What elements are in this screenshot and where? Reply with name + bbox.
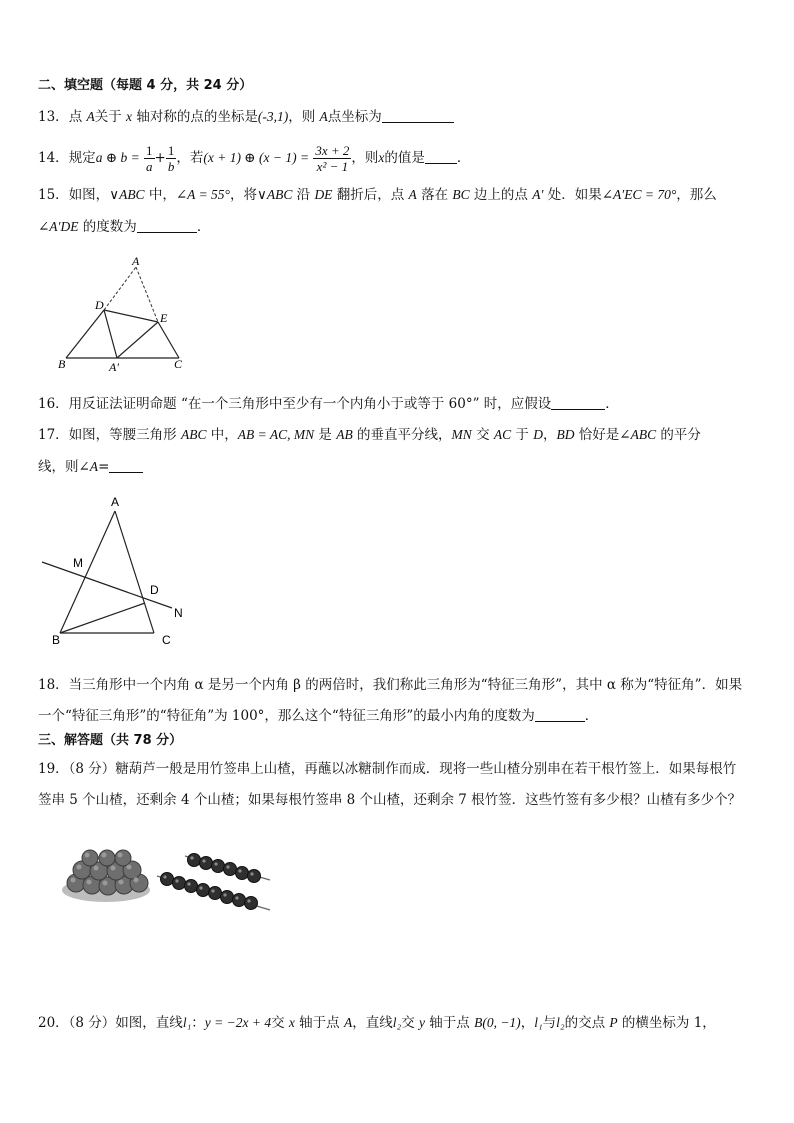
question-14: 14．规定a ⊕ b = $\frac{1}{a}$ + $\frac{1}{b}$ ，若(x + 1) ⊕ (x − 1) = $\frac{3x + 2}{\text{x² − 1}}$ ，则x的值是 ． bbox=[38, 143, 471, 174]
segment-de bbox=[104, 310, 158, 322]
figure-17-triangle bbox=[38, 493, 198, 653]
fraction-1-over-a: $\frac{1}{a}$ bbox=[146, 143, 153, 174]
q14-number: 14． bbox=[38, 150, 69, 166]
q17-number: 17． bbox=[38, 427, 69, 443]
question-19-line-1: 19．（8 分）糖葫芦一般是用竹签串上山楂，再蘸以冰糖制作而成．现将一些山楂分别串在若干根竹签上．如果每根竹 bbox=[38, 761, 737, 777]
segment-da-prime bbox=[104, 310, 117, 358]
q16-answer-blank[interactable] bbox=[551, 395, 605, 410]
label-b: B bbox=[52, 633, 61, 647]
segment-ec bbox=[158, 322, 179, 358]
segment-bd bbox=[60, 603, 145, 633]
question-16: 16．用反证法证明命题 “在一个三角形中至少有一个内角小于或等于 60°” 时，应假设 ． bbox=[38, 396, 619, 412]
question-18-line-2: 一个“特征三角形”的“特征角”为 100°，那么这个“特征三角形”的最小内角的度数为 ． bbox=[38, 708, 599, 724]
question-13: 13．点 A关于 x 轴对称的点的坐标是(-3,1)，则 A点坐标为 bbox=[38, 107, 454, 127]
q18-answer-blank[interactable] bbox=[535, 707, 585, 722]
label-a-prime: A′ bbox=[109, 360, 119, 374]
q13-coordinate: (-3,1) bbox=[257, 109, 289, 124]
segment-ae-dashed bbox=[136, 267, 158, 322]
label-e: E bbox=[160, 311, 168, 325]
label-c: C bbox=[174, 357, 183, 371]
skewer-1-hawthorns bbox=[188, 854, 261, 883]
q14-answer-blank[interactable] bbox=[425, 149, 457, 164]
label-m: M bbox=[73, 556, 83, 570]
q15-answer-blank[interactable] bbox=[137, 218, 197, 233]
label-a: A bbox=[111, 495, 120, 509]
figure-15-triangle bbox=[55, 255, 190, 375]
question-19-line-2: 签串 5 个山楂，还剩余 4 个山楂；如果每根竹签串 8 个山楂，还剩余 7 根竹签．这些竹签有多少根？山楂有多少个？ bbox=[38, 792, 742, 808]
label-d: D bbox=[150, 583, 159, 597]
segment-bd bbox=[66, 310, 104, 358]
section-heading-solutions: 三、解答题（共 78 分） bbox=[38, 733, 183, 748]
label-d: D bbox=[95, 298, 104, 312]
label-c: C bbox=[162, 633, 171, 647]
candied-hawthorn-skewers-image bbox=[155, 848, 280, 916]
segment-da-dashed bbox=[104, 267, 136, 310]
q17-answer-blank[interactable] bbox=[109, 458, 143, 473]
label-b: B bbox=[58, 357, 66, 371]
q15-number: 15． bbox=[38, 187, 69, 203]
question-15-line-1: 15．如图，∨ABC 中，∠A = 55°，将∨ABC 沿 DE 翻折后，点 A 落在 BC 边上的点 A′ 处．如果∠A′EC = 70°，那么 bbox=[38, 187, 717, 203]
hawthorn-pile bbox=[67, 850, 148, 895]
hawthorn-bowl-image bbox=[60, 845, 155, 905]
question-18-line-1: 18．当三角形中一个内角 α 是另一个内角 β 的两倍时，我们称此三角形为“特征三角形”，其中 α 称为“特征角”．如果 bbox=[38, 677, 743, 693]
label-a: A bbox=[132, 255, 140, 268]
fraction-rhs: $\frac{3x + 2}{\text{x² − 1}}$ bbox=[315, 143, 350, 174]
question-17-line-2: 线，则∠A= bbox=[38, 457, 143, 477]
q13-number: 13． bbox=[38, 109, 69, 125]
segment-a-prime-e bbox=[117, 322, 158, 358]
q13-answer-blank[interactable] bbox=[382, 108, 454, 123]
fraction-1-over-b: $\frac{1}{b}$ bbox=[167, 143, 175, 174]
section-heading-fill-in: 二、填空题（每题 4 分，共 24 分） bbox=[38, 78, 253, 93]
label-n: N bbox=[174, 606, 183, 620]
question-20: 20．（8 分）如图，直线l₁：y = −2x + 4交 x 轴于点 A，直线l₂交 y 轴于点 B(0, −1)，l₁与l₂的交点 P 的横坐标为 1， bbox=[38, 1015, 716, 1031]
question-15-line-2: ∠A′DE 的度数为 ． bbox=[38, 219, 211, 235]
segment-ab bbox=[60, 511, 115, 633]
segment-ac bbox=[115, 511, 154, 633]
question-17-line-1: 17．如图，等腰三角形 ABC 中，AB = AC, MN 是 AB 的垂直平分线，MN 交 AC 于 D，BD 恰好是∠ABC 的平分 bbox=[38, 427, 701, 443]
